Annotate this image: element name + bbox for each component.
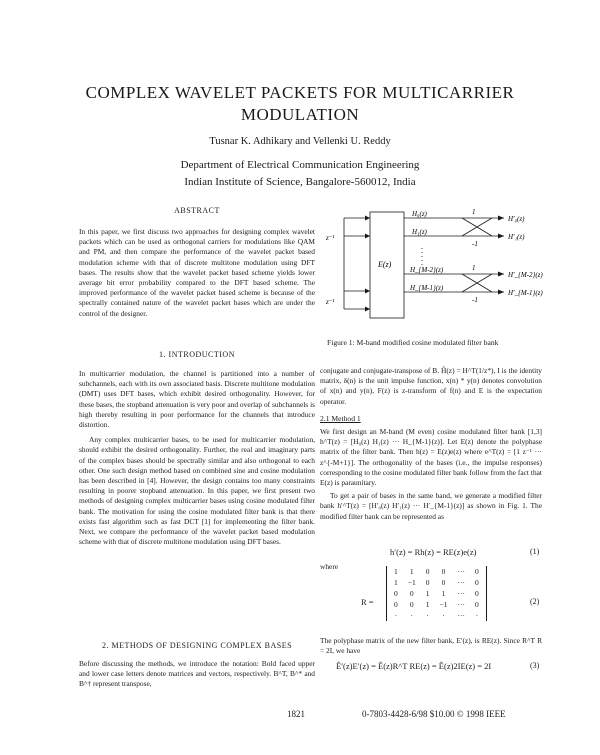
methods-paragraph-1: Before discussing the methods, we introduce the notation: Bold faced upper and lower case letters denote matrices and vectors, respectively. B^T, B^* and B^† represent transpose,: [79, 659, 315, 689]
output-label-m1: H′_{M-1}(z): [508, 289, 543, 297]
gain-label: 1: [472, 264, 476, 272]
pair-paragraph: To get a pair of bases in the same band, we generate a modified filter bank h′^T(z) = [H′₀(z) H′₁(z) ··· H′_{M-1}(z)] as shown in Fig. 1. The modified filter bank can be represented as: [320, 491, 542, 521]
equation-1-number: (1): [530, 547, 540, 556]
arrow-icon: [498, 272, 504, 277]
abstract-text: [79, 227, 315, 319]
matrix-cell: ···: [457, 578, 465, 587]
filter-bank-diagram: [322, 204, 552, 346]
matrix-cell: −1: [407, 578, 416, 587]
matrix-cell: 0: [474, 589, 479, 598]
matrix-cell: 1: [394, 578, 398, 587]
arrow-icon: [365, 216, 370, 221]
polyphase-paragraph: The polyphase matrix of the new filter bank, E′(z), is RE(z). Since R^T R = 2I, we have: [320, 636, 542, 656]
arrow-icon: [498, 216, 504, 221]
equation-3: Ê′(z)E′(z) = Ê(z)R^T RE(z) = Ê(z)2IE(z) = 2I: [336, 661, 492, 671]
intro-paragraph-1: In multicarrier modulation, the channel is partitioned into a number of subchannels, each with its own associated basis. Discrete multitone modulation (DMT) uses DFT bases, which exhibit desired orthogonality. However, for these bases, the stopband attenuation is very poor and overlap of subchannels is high thereby resulting in poor performance for the channels that introduce distortion.: [79, 369, 315, 430]
matrix-cell: 0: [394, 589, 398, 598]
gain-label: 1: [472, 208, 476, 216]
matrix-cell: ···: [457, 611, 465, 620]
matrix-cell: ·: [410, 611, 413, 620]
matrix-cell: 0: [474, 578, 479, 587]
arrow-icon: [498, 234, 504, 239]
matrix-cell: 1: [394, 567, 398, 576]
affiliation: [0, 157, 600, 191]
copyright-line: 0-7803-4428-6/98 $10.00 © 1998 IEEE: [362, 709, 506, 719]
methods-text: [79, 659, 315, 690]
arrow-icon: [498, 290, 504, 295]
abstract-paragraph: In this paper, we first discuss two approaches for designing complex wavelet packets which can be used as orthogonal carriers for modulations like QAM and PM, and then compare the performance of the wavelet packet based modulation scheme with that of discrete multitone modulation using DFT bases. The results show that the wavelet packet based scheme yields lower average bit error probability compared to the DFT based scheme. The improved performance of the wavelet packet based scheme is because of the spectrally contained nature of the wavelet packet bases which are under the control of the designer.: [79, 227, 315, 318]
matrix-r: [386, 566, 487, 621]
delay-label-1: z⁻¹: [326, 234, 335, 242]
intro-paragraph-2: Any complex multicarrier bases, to be used for multicarrier modulation, should exhibit the desired orthogonality. Further, the real and imaginary parts of the complex bases should be spectrally similar and also orthogonal to each other. One such design method based on combined sine and cosine modulation has been described in [4]. However, the design contains too many constraints resulting in poorer stopband attenuation. In this paper, we first present two methods of designing complex multicarrier bases using cosine modulated filter bank. The motivation for using the cosine modulated filter bank is that there exists fast algorithm such as fast DCT [1] for implementing the filter bank. Next, we compare the performance of the wavelet packet based modulation scheme with that of discrete multitone modulation using DFT bases.: [79, 435, 315, 547]
matrix-cell: 1: [425, 600, 430, 609]
matrix-r-table: [389, 566, 484, 621]
introduction-heading: 1. INTRODUCTION: [159, 350, 235, 359]
affiliation-line-1: Department of Electrical Communication Engineering: [180, 159, 420, 171]
matrix-cell: 0: [409, 600, 414, 609]
filter-label-1: H₁(z): [412, 228, 427, 236]
matrix-cell: 1: [425, 589, 430, 598]
matrix-cell: 1: [409, 567, 414, 576]
matrix-cell: ···: [457, 589, 465, 598]
matrix-row: [389, 577, 484, 588]
matrix-row: [389, 566, 484, 577]
method1-paragraph: We first design an M-band (M even) cosine modulated filter bank [1,3] h^T(z) = [H₀(z) H₁(z) ··· H_{M-1}(z)]. Let E(z) denote the polyphase matrix of the filter bank. Then h(z) = E(z)e(z) where e^T(z) = [1 z⁻¹ ··· z^{-M+1}]. The orthogonality of the bases (i.e., the impulse responses) corresponding to the cosine modulated filter bank follow from the fact that E(z) is paraunitary.: [320, 427, 542, 488]
notation-paragraph: conjugate and conjugate-transpose of B. Ĥ(z) = H^T(1/z*), I is the identity matrix, δ(n) is the unit impulse function, x(n) * y(n) denotes convolution of x(n) and y(n), F(z) is z-transform of f(n) and E is the expectation operator.: [320, 366, 542, 406]
matrix-cell: 0: [394, 600, 398, 609]
matrix-cell: 0: [441, 578, 446, 587]
matrix-cell: ···: [457, 600, 465, 609]
title-line-1: COMPLEX WAVELET PACKETS FOR MULTICARRIER: [85, 83, 515, 102]
matrix-cell: 0: [425, 578, 430, 587]
output-label-m2: H′_{M-2}(z): [508, 271, 543, 279]
figure-1: [322, 204, 552, 346]
method1-heading: 2.1 Method 1: [320, 413, 361, 423]
abstract-heading: ABSTRACT: [174, 206, 220, 215]
gain-label: -1: [472, 240, 478, 248]
matrix-cell: 0: [425, 567, 430, 576]
arrow-icon: [365, 307, 370, 312]
paper-title: [0, 82, 600, 126]
left-column: [79, 206, 315, 319]
filter-label-m1: H_{M-1}(z): [410, 284, 444, 292]
matrix-cell: ···: [457, 567, 465, 576]
affiliation-line-2: Indian Institute of Science, Bangalore-560012, India: [184, 176, 416, 188]
methods-heading: 2. METHODS OF DESIGNING COMPLEX BASES: [101, 641, 293, 650]
right-column: [320, 366, 542, 522]
output-label-1: H′₁(z): [508, 233, 525, 241]
matrix-cell: ·: [426, 611, 429, 620]
authors: Tusnar K. Adhikary and Vellenki U. Reddy: [209, 136, 391, 147]
methods-section: [79, 641, 315, 690]
matrix-cell: 0: [441, 567, 446, 576]
matrix-label: E(z): [378, 260, 392, 269]
filter-label-0: H₀(z): [412, 210, 427, 218]
delay-label-2: z⁻¹: [326, 298, 335, 306]
arrow-icon: [365, 289, 370, 294]
output-label-0: H′₀(z): [508, 215, 525, 223]
equation-3-number: (3): [530, 661, 540, 670]
gain-label: -1: [472, 296, 478, 304]
matrix-row: [389, 599, 484, 610]
figure-caption: Figure 1: M-band modified cosine modulated filter bank: [327, 338, 499, 347]
matrix-cell: ·: [475, 611, 479, 620]
matrix-cell: ·: [394, 611, 398, 620]
introduction-text: [79, 369, 315, 547]
matrix-cell: ·: [442, 611, 445, 620]
equation-1: h′(z) = Rh(z) = RE(z)e(z): [390, 547, 477, 557]
title-line-2: MODULATION: [240, 105, 360, 124]
matrix-cell: 0: [474, 600, 479, 609]
matrix-r-label: R =: [361, 597, 374, 607]
filter-label-m2: H_{M-2}(z): [410, 266, 444, 274]
page-number: 1821: [287, 709, 305, 719]
arrow-icon: [365, 234, 370, 239]
equation-2-number: (2): [530, 597, 540, 606]
matrix-cell: 1: [441, 589, 446, 598]
matrix-cell: −1: [439, 600, 448, 609]
where-label: where: [320, 562, 339, 571]
matrix-cell: 0: [474, 567, 479, 576]
matrix-row: [389, 588, 484, 599]
matrix-row: [389, 610, 484, 621]
introduction-section: [79, 350, 315, 547]
matrix-cell: 0: [409, 589, 414, 598]
